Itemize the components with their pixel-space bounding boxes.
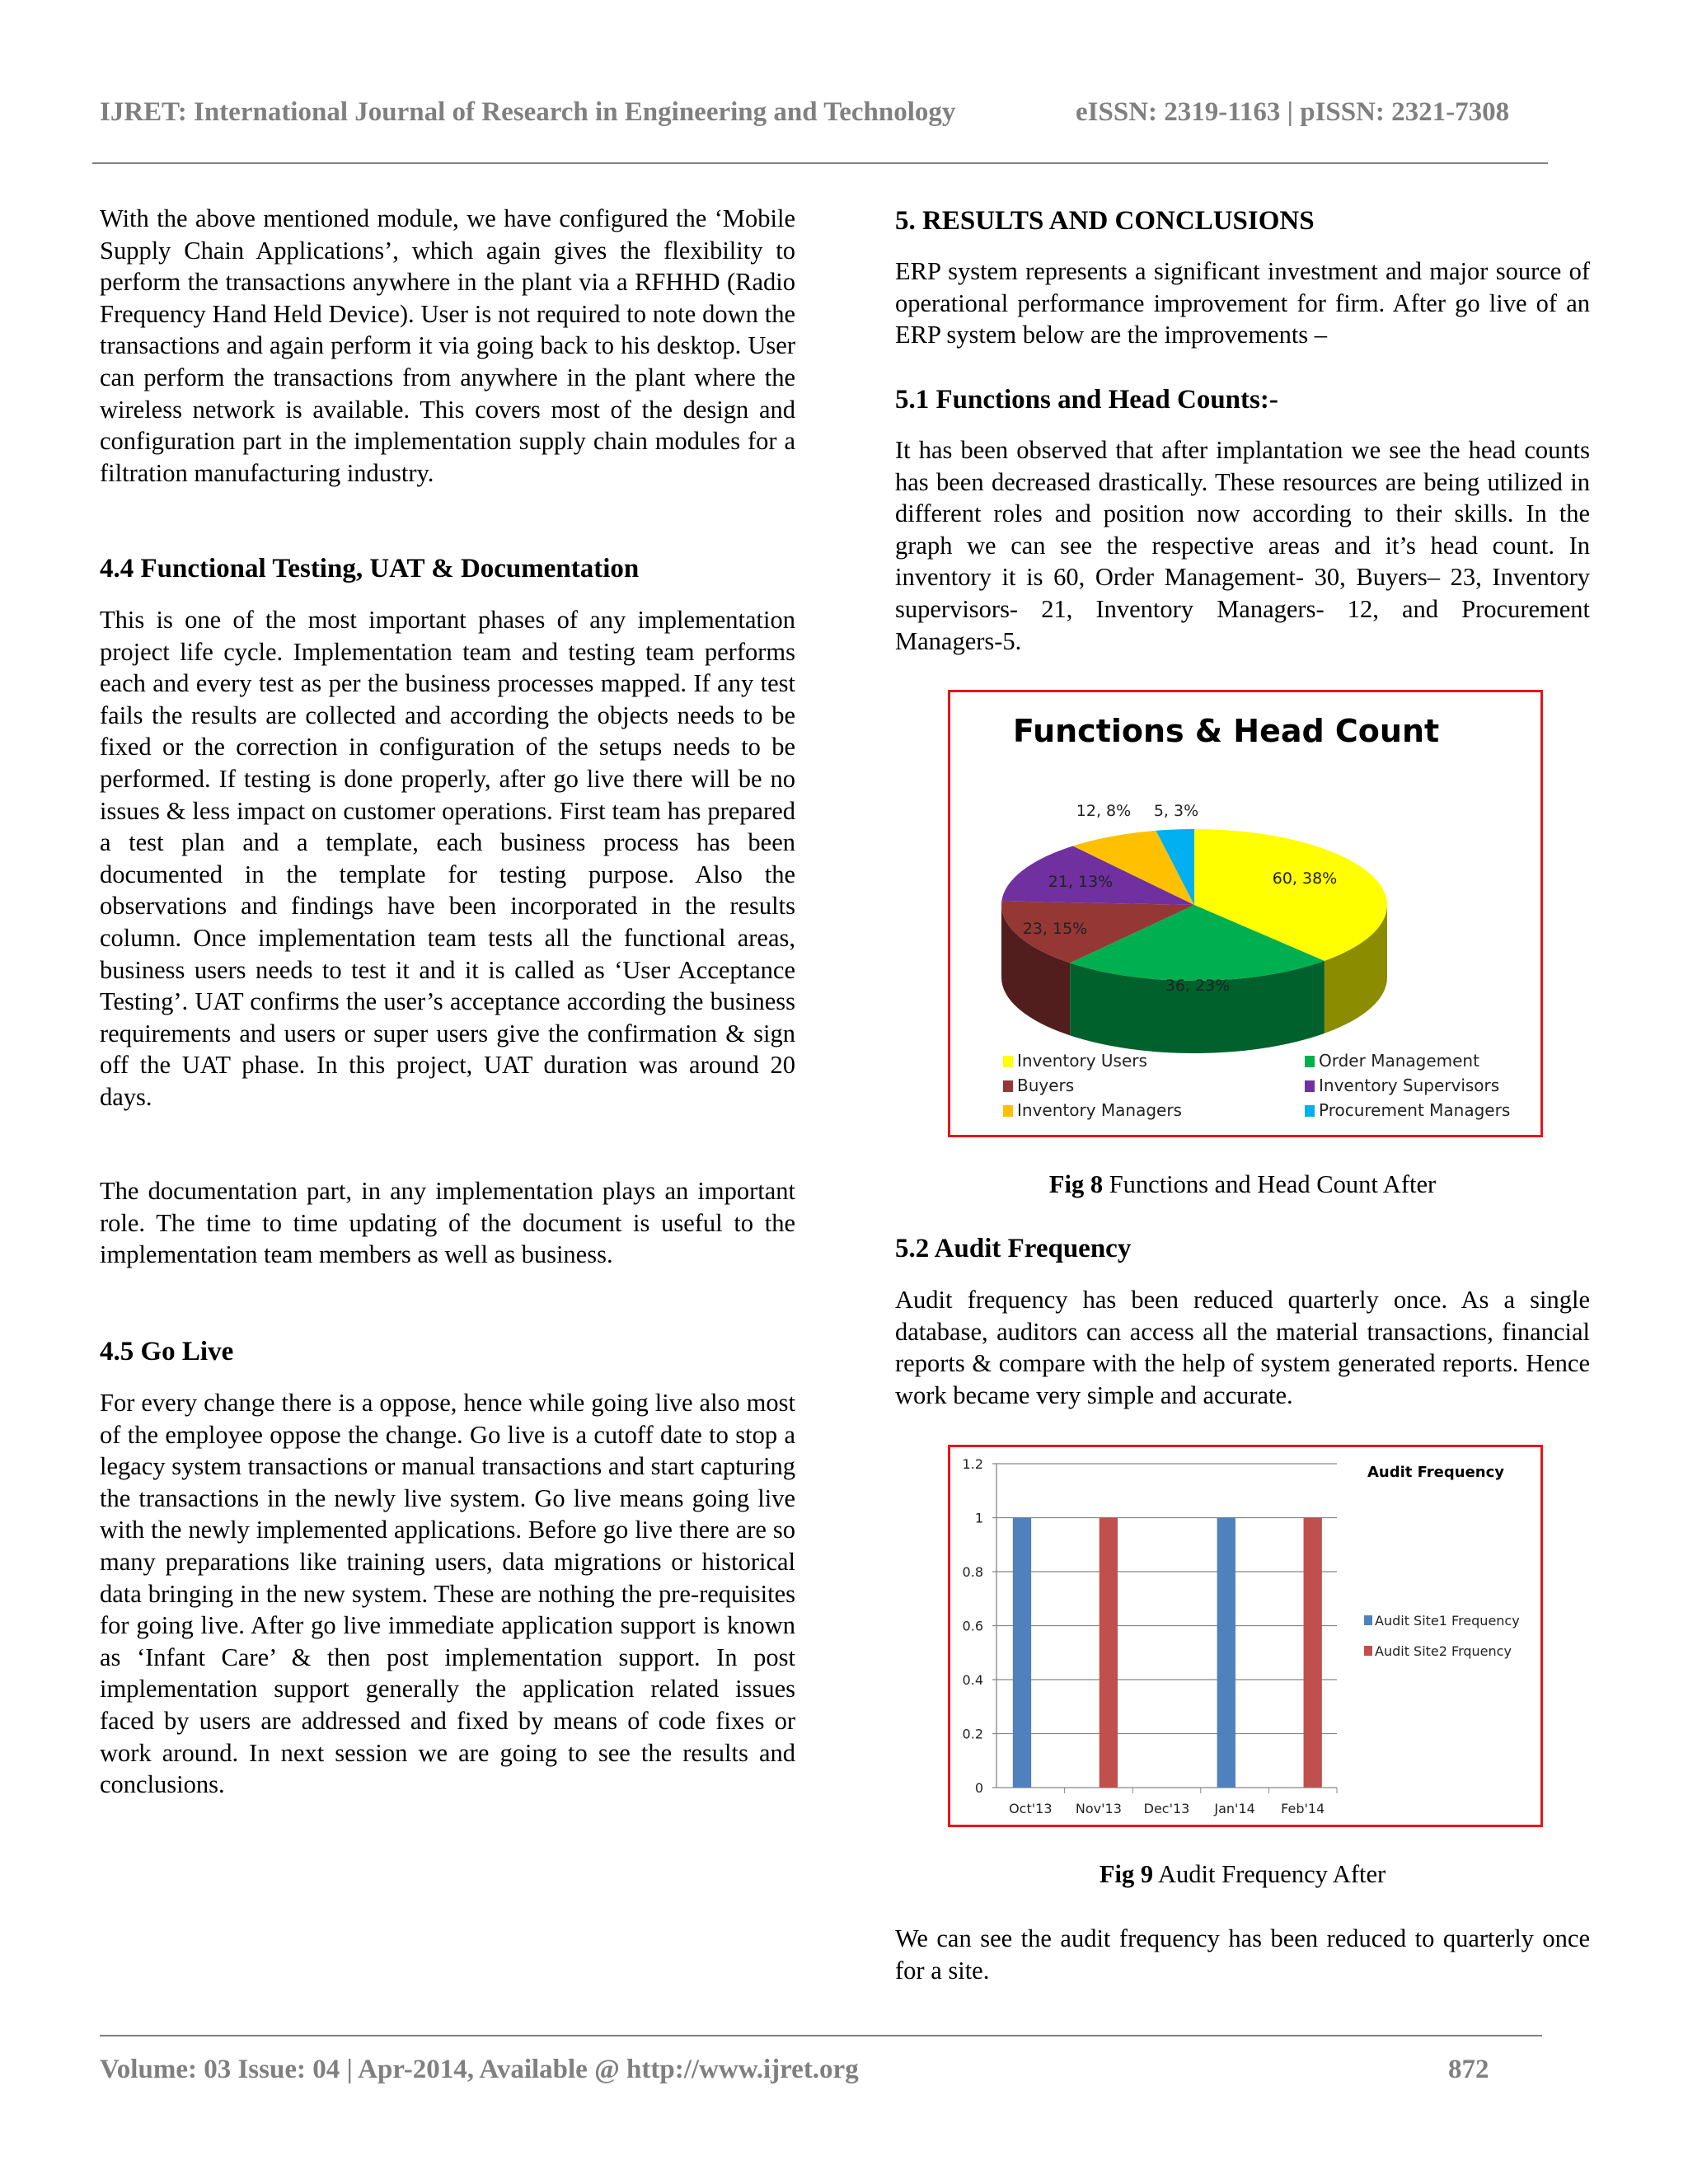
bar-chart-frame xyxy=(948,1445,1543,1827)
journal-header: IJRET: International Journal of Research in Engineering and Technology xyxy=(100,97,956,127)
x-tick-label: Feb'14 xyxy=(1281,1801,1325,1816)
paragraph: ERP system represents a significant investment and major source of operational performance improvement for firm. After go live of an ERP system below are the improvements – xyxy=(895,257,1590,349)
legend-swatch xyxy=(1305,1056,1315,1067)
x-tick-label: Oct'13 xyxy=(1009,1801,1053,1816)
legend-label: Procurement Managers xyxy=(1319,1100,1511,1120)
bar xyxy=(1013,1518,1031,1788)
legend-swatch xyxy=(1364,1646,1372,1656)
page-number: 872 xyxy=(1448,2055,1489,2084)
legend-label: Inventory Users xyxy=(1017,1051,1147,1071)
x-tick-label: Jan'14 xyxy=(1214,1801,1255,1816)
paragraph: With the above mentioned module, we have configured the ‘Mobile Supply Chain Applications’, which again gives the flexibility to perform the transactions anywhere in the plant via a RFHHD (Radio Frequency Hand Held Device). User is not required to note down the transactions and again perform it via going back to his desktop. User can perform the transactions from anywhere in the plant where the wireless network is available. This covers most of the design and configuration part in the implementation supply chain modules for a filtration manufacturing industry. xyxy=(100,204,795,487)
legend-label: Audit Site2 Frquency xyxy=(1375,1643,1512,1659)
footer-rule xyxy=(100,2035,1542,2036)
bar xyxy=(1100,1518,1118,1788)
section-heading: 4.4 Functional Testing, UAT & Documentation xyxy=(100,554,640,583)
legend-label: Inventory Supervisors xyxy=(1319,1076,1500,1095)
paragraph: This is one of the most important phases of any implementation project life cycle. Implementation team and testing team performs each and every test as per the business processes mapped. If any test fails the results are collected and according the objects needs to be fixed or the correction in configuration of the setups needs to be performed. If testing is done properly, after go live there will be no issues & less impact on customer operations. First team has prepared a test plan and a template, each business process has been documented in the template for testing purpose. Also the observations and findings have been incorporated in the results column. Once implementation team tests all the functional areas, business users needs to test it and it is called as ‘User Acceptance Testing’. UAT confirms the user’s acceptance according the business requirements and users or super users give the confirmation & sign off the UAT phase. In this project, UAT duration was around 20 days. xyxy=(100,606,795,1111)
legend-label: Order Management xyxy=(1319,1051,1479,1071)
issn-header: eISSN: 2319-1163 | pISSN: 2321-7308 xyxy=(1076,97,1510,127)
pie-chart-frame xyxy=(948,690,1543,1137)
section-heading: 5.2 Audit Frequency xyxy=(895,1234,1132,1263)
legend-swatch xyxy=(1003,1056,1013,1067)
figure-caption xyxy=(895,1860,1590,1889)
data-label: 23, 15% xyxy=(1022,920,1088,938)
data-label: 60, 38% xyxy=(1272,869,1338,888)
chart-title: Functions & Head Count xyxy=(1013,713,1440,749)
header-rule xyxy=(92,162,1548,164)
legend-swatch xyxy=(1003,1105,1013,1117)
chart-title: Audit Frequency xyxy=(1367,1464,1505,1481)
paragraph: For every change there is a oppose, hence while going live also most of the employee oppose the change. Go live is a cutoff date to stop a legacy system transactions or manual transactions and start capturing the transactions in the newly live system. Go live means going live with the newly implemented applications. Before go live there are so many preparations like training users, data migrations or historical data bringing in the new system. These are nothing the pre-requisites for going live. After go live immediate application support is known as ‘Infant Care’ & then post implementation support. In post implementation support generally the application related issues faced by users are addressed and fixed by means of code fixes or work around. In next session we are going to see the results and conclusions. xyxy=(100,1389,795,1799)
y-tick-label: 0.2 xyxy=(962,1726,983,1742)
legend-label: Audit Site1 Frequency xyxy=(1375,1613,1520,1629)
data-label: 36, 23% xyxy=(1165,977,1231,995)
paragraph: The documentation part, in any implementation plays an important role. The time to time updating of the document is useful to the implementation team members as well as business. xyxy=(100,1177,795,1269)
journal-link[interactable]: http://www.ijret.org xyxy=(626,2055,859,2084)
paragraph: Audit frequency has been reduced quarterly once. As a single database, auditors can access all the material transactions, financial reports & compare with the help of system generated reports. Hence work became very simple and accurate. xyxy=(895,1286,1590,1409)
data-label: 5, 3% xyxy=(1153,802,1199,820)
paragraph: We can see the audit frequency has been reduced to quarterly once for a site. xyxy=(895,1924,1590,1985)
pie-chart xyxy=(950,692,1540,1135)
data-label: 12, 8% xyxy=(1076,802,1132,820)
legend-label: Inventory Managers xyxy=(1017,1100,1182,1120)
figure-caption xyxy=(895,1170,1590,1199)
section-heading: 5.1 Functions and Head Counts:- xyxy=(895,385,1278,415)
x-tick-label: Nov'13 xyxy=(1075,1801,1122,1816)
y-tick-label: 0 xyxy=(974,1780,983,1796)
y-tick-label: 0.4 xyxy=(962,1672,983,1688)
legend-swatch xyxy=(1305,1105,1315,1117)
footer-volume xyxy=(100,2055,859,2085)
bar xyxy=(1304,1518,1322,1788)
paragraph: It has been observed that after implantation we see the head counts has been decreased drastically. These resources are being utilized in different roles and position now according to their skills. In the graph we can see the respective areas and it’s head count. In inventory it is 60, Order Management- 30, Buyers– 23, Inventory supervisors- 21, Inventory Managers- 12, and Procurement Managers-5. xyxy=(895,436,1590,655)
y-tick-label: 1 xyxy=(974,1510,983,1526)
footer-text: Volume: 03 Issue: 04 | Apr-2014, Available @ xyxy=(100,2055,627,2084)
figure-number: Fig 9 xyxy=(1099,1860,1154,1888)
data-label: 21, 13% xyxy=(1048,873,1114,891)
figure-caption-text: Audit Frequency After xyxy=(1153,1860,1386,1888)
section-heading: 5. RESULTS AND CONCLUSIONS xyxy=(895,206,1315,236)
legend-swatch xyxy=(1364,1615,1372,1625)
legend-swatch xyxy=(1003,1080,1013,1092)
section-heading: 4.5 Go Live xyxy=(100,1337,234,1366)
x-tick-label: Dec'13 xyxy=(1143,1801,1190,1816)
y-tick-label: 1.2 xyxy=(962,1456,983,1472)
legend-label: Buyers xyxy=(1017,1076,1075,1095)
bar-chart xyxy=(950,1447,1540,1825)
bar xyxy=(1217,1518,1236,1788)
y-tick-label: 0.6 xyxy=(962,1618,983,1634)
legend-swatch xyxy=(1305,1080,1315,1092)
y-tick-label: 0.8 xyxy=(962,1564,983,1580)
figure-number: Fig 8 xyxy=(1048,1170,1104,1198)
figure-caption-text: Functions and Head Count After xyxy=(1103,1170,1437,1198)
